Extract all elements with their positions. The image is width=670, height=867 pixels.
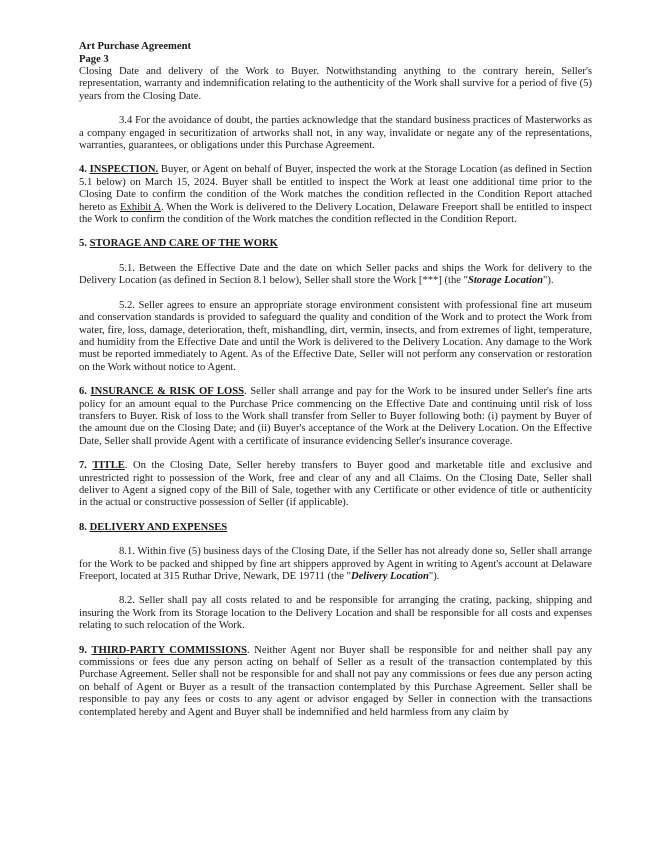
section-6-text: . Seller shall arrange and pay for the Work to be insured under Seller's fine arts policy for an amount equal to the Purchase Price commencing on the Effective Date and continuing until risk of loss transfers to Buyer. Risk of loss to the Work shall transfer from Seller to Buyer following both: (i) payment by Buyer of the amount due on the Closing Date; and (ii) Buyer's acceptance of the Work at the Delivery Location. On the Effective Date, Seller shall provide Agent with a certificate of insurance evidencing Seller's insurance coverage. [79,386,592,447]
section-4-text-a: Buyer, or Agent on behalf of Buyer, inspected the work at the Storage Location (as defined in Section 5.1 below) on March 15, 2024. Buyer shall be entitled to inspect the Work at least one additional time prior to the Closing Date to confirm the condition of the Work matches the condition reflected in the Condition Report attached hereto as [79,164,592,213]
section-7-heading: TITLE [92,460,125,472]
section-5-2: 5.2. Seller agrees to ensure an appropriate storage environment consistent with professional fine art museum and conservation standards is provided to safeguard the quality and condition of the Work and to protect the Work from water, fire, loss, damage, deterioration, theft, mishandling, dirt, vermin, insects, and from extremes of light, temperature, and humidity from the Effective Date and until the Work is delivered to the Delivery Location. Any damage to the Work must be reported immediately to Agent. As of the Effective Date, Seller will not perform any conservation or restoration on the Work without notice to Agent. [79,299,592,373]
section-4-number: 4. [79,164,87,176]
document-title: Art Purchase Agreement [79,41,191,52]
storage-location-term: Storage Location [467,275,544,287]
section-7-title [79,460,592,510]
section-9-text: . Neither Agent nor Buyer shall be responsible for and neither shall pay any commissions or fees due any person acting on behalf of Seller as a result of the transaction contemplated by this Purchase Agreement. Seller shall not be responsible for and shall not pay any commissions or fees due any person acting on behalf of Agent or Buyer as a result of the transaction contemplated by this Purchase Agreement. Seller shall be responsible to pay any fees or costs to any agent or advisor engaged by Seller in connection with the transactions contemplated hereby and Agent and Buyer shall be indemnified and held harmless from any claim by [79,644,593,718]
page-header [79,40,191,66]
section-8-heading [79,522,592,534]
section-9-title: THIRD-PARTY COMMISSIONS [91,644,247,656]
section-9-commissions [79,645,592,719]
section-4-inspection [79,164,592,226]
intro-paragraph: Closing Date and delivery of the Work to Buyer. Notwithstanding anything to the contrary herein, Seller's representation, warranty and indemnification relating to the authenticity of the Work shall survive for a period of five (5) years from the Closing Date. [79,66,592,102]
section-8-number: 8. [79,521,87,533]
section-4-title: INSPECTION. [89,164,159,176]
section-5-1-text-a: 5.1. Between the Effective Date and the date on which Seller packs and ships the Work for delivery to the Delivery Location (as defined in Section 8.1 below), Seller shall store the Work [***] (the " [79,262,592,287]
section-7-text: . On the Closing Date, Seller hereby transfers to Buyer good and marketable title and exclusive and unrestricted right to possession of the Work, free and clear of any and all Claims. On the Closing Date, Seller shall deliver to Agent a signed copy of the Bill of Sale, together with any Certificate or other evidence of title or authenticity in the actual or constructive possession of Seller (if applicable). [79,460,592,509]
section-5-heading [79,238,592,250]
section-6-number: 6. [79,386,87,398]
section-9-number: 9. [79,644,87,656]
section-5-1 [79,263,592,288]
page-number: Page 3 [79,54,109,65]
section-4-text-b: . When the Work is delivered to the Delivery Location, Delaware Freeport shall be entitled to inspect the Work to confirm the condition of the Work matches the condition reflected in the Condition Report. [79,201,592,226]
delivery-location-term: Delivery Location [350,571,429,582]
section-6-title: INSURANCE & RISK OF LOSS [90,386,245,398]
section-7-number: 7. [79,460,87,472]
section-8-title: DELIVERY AND EXPENSES [89,521,228,533]
exhibit-a-reference: Exhibit A [120,201,162,213]
section-8-1-text-b: "). [428,571,440,582]
section-8-1-text-a: 8.1. Within five (5) business days of the Closing Date, if the Seller has not already done so, Seller shall arrange for the Work to be packed and shipped by fine art shippers approved by Agent in writing to Agent's account at Delaware Freeport, located at 315 Ruthar Drive, Newark, DE 19711 (the " [79,546,592,582]
section-3-4: 3.4 For the avoidance of doubt, the parties acknowledge that the standard business practices of Masterworks as a company engaged in securitization of artworks shall not, in any way, invalidate or negate any of the representations, warranties, guarantees, or obligations under this Purchase Agreement. [79,115,592,152]
section-6-insurance [79,386,592,448]
section-8-1 [79,546,592,583]
section-5-1-text-b: "). [543,275,554,287]
section-5-number: 5. [79,238,87,250]
section-8-2: 8.2. Seller shall pay all costs related to and be responsible for arranging the crating, packing, shipping and insuring the Work from its Storage location to the Delivery Location and shall be responsible for all costs and expenses relating to such relocation of the Work. [79,595,592,632]
section-5-title: STORAGE AND CARE OF THE WORK [89,238,278,250]
document-body [79,66,592,731]
